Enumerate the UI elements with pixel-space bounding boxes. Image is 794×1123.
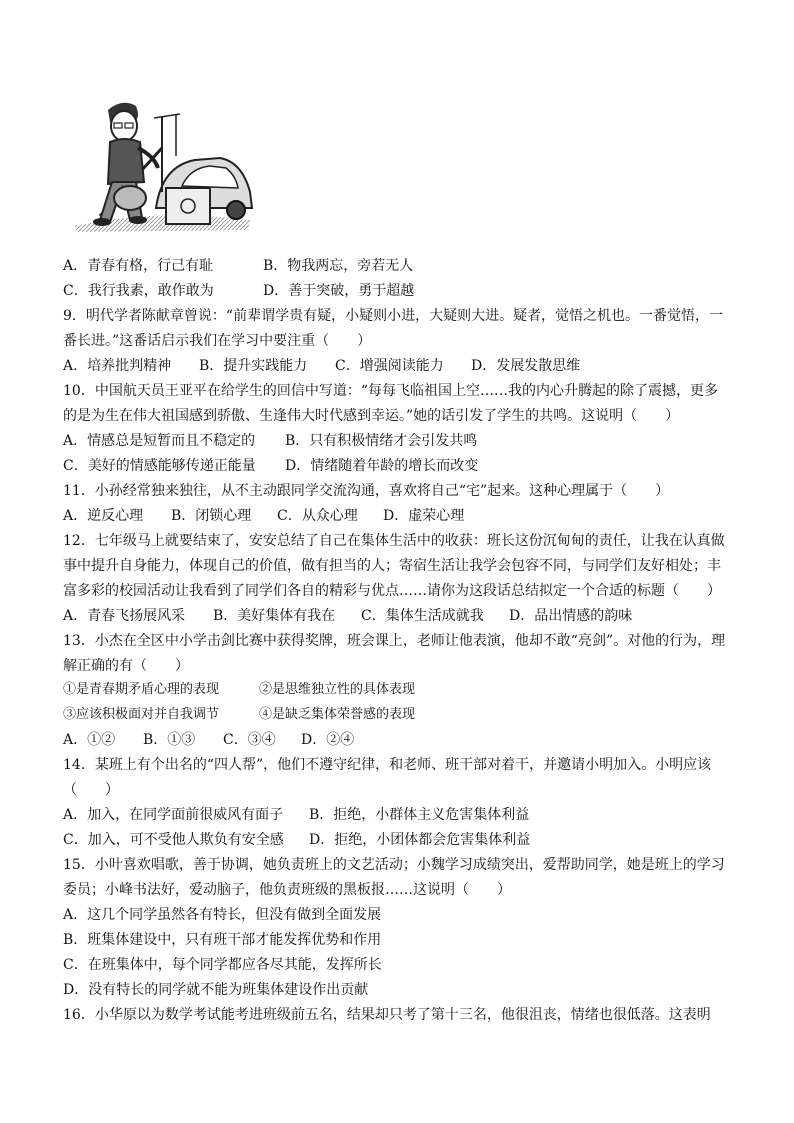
q13-option-d: D．②④	[301, 732, 355, 748]
q10-stem-line1: 10．中国航天员王亚平在给学生的回信中写道：“每每飞临祖国上空……我的内心升腾起的除了震撼，更多	[63, 383, 718, 399]
q15-option-c: C．在班集体中，每个同学都应各尽其能，发挥所长	[63, 957, 382, 973]
q13-statement-2: ②是思维独立性的具体表现	[259, 682, 416, 697]
q13-option-b: B．①③	[143, 732, 196, 748]
q15-stem-line2: 委员；小峰书法好，爱动脑子，他负责班级的黑板报……这说明（ ）	[63, 882, 511, 898]
q12-stem-line2: 事中提升自身能力，体现自己的价值，做有担当的人；寄宿生活让我学会包容不同，与同学们友好相处；丰	[63, 558, 721, 574]
q14-option-d: D．拒绝，小团体都会危害集体利益	[309, 832, 531, 848]
q8-option-a: A．青春有格，行己有耻	[63, 258, 214, 274]
q13-statement-4: ④是缺乏集体荣誉感的表现	[259, 707, 416, 722]
q10-option-d: D．情绪随着年龄的增长而改变	[285, 458, 479, 474]
q13-option-a: A．①②	[63, 732, 116, 748]
q13-stem-line2: 解正确的有（ ）	[63, 658, 189, 674]
q11-option-a: A．逆反心理	[63, 508, 144, 524]
q12-option-b: B．美好集体有我在	[213, 608, 336, 624]
q14-stem-line1: 14．某班上有个出名的“四人帮”，他们不遵守纪律，和老师、班干部对着干，并邀请小明加入。小明应该	[63, 757, 712, 773]
q15-stem-line1: 15．小叶喜欢唱歌，善于协调，她负责班上的文艺活动；小魏学习成绩突出，爱帮助同学，她是班上的学习	[63, 857, 725, 873]
q9-option-d: D．发展发散思维	[471, 358, 581, 374]
q16-stem-line1: 16．小华原以为数学考试能考进班级前五名，结果却只考了第十三名，他很沮丧，情绪也很低落。这表明	[63, 1007, 711, 1023]
q14-stem-line2: （ ）	[63, 782, 119, 798]
q8-option-b: B．物我两忘，旁若无人	[263, 258, 414, 274]
question-illustration	[70, 96, 256, 234]
q12-stem-line1: 12．七年级马上就要结束了，安安总结了自己在集体生活中的收获：班长这份沉甸甸的责任，让我在认真做	[63, 533, 725, 549]
q12-stem-line3: 富多彩的校园活动让我看到了同学们各自的精彩与优点……请你为这段话总结拟定一个合适的标题（ ）	[63, 583, 721, 599]
q15-option-b: B．班集体建设中，只有班干部才能发挥优势和作用	[63, 932, 382, 948]
q11-option-c: C．从众心理	[277, 508, 358, 524]
q10-option-b: B．只有积极情绪才会引发共鸣	[285, 433, 478, 449]
q14-option-c: C．加入，可不受他人欺负有安全感	[63, 832, 284, 848]
q13-option-c: C．③④	[223, 732, 276, 748]
q8-option-c: C．我行我素，敢作敢为	[63, 283, 214, 299]
q13-statement-3: ③应该积极面对并自我调节	[63, 707, 220, 722]
q9-stem-line1: 9．明代学者陈献章曾说：“前辈谓学贵有疑，小疑则小进，大疑则大进。疑者，觉悟之机也。一番觉悟，一	[63, 308, 724, 324]
q14-option-b: B．拒绝，小群体主义危害集体利益	[309, 807, 530, 823]
q10-stem-line2: 的是为生在伟大祖国感到骄傲、生逢伟大时代感到幸运。”她的话引发了学生的共鸣。这说明（ ）	[63, 408, 680, 424]
q15-option-d: D．没有特长的同学就不能为班集体建设作出贡献	[63, 982, 369, 998]
q12-option-c: C．集体生活成就我	[361, 608, 484, 624]
q9-stem-line2: 番长进。”这番话启示我们在学习中要注重（ ）	[63, 333, 372, 349]
q11-option-d: D．虚荣心理	[383, 508, 465, 524]
q9-option-b: B．提升实践能力	[199, 358, 308, 374]
q13-stem-line1: 13．小杰在全区中小学击剑比赛中获得奖牌，班会课上，老师让他表演，他却不敢“亮剑”。对他的行为，理	[63, 633, 726, 649]
q13-statement-1: ①是青春期矛盾心理的表现	[63, 682, 220, 697]
q9-option-a: A．培养批判精神	[63, 358, 172, 374]
q11-option-b: B．闭锁心理	[171, 508, 252, 524]
q10-option-a: A．情感总是短暂而且不稳定的	[63, 433, 256, 449]
q14-option-a: A．加入，在同学面前很威风有面子	[63, 807, 284, 823]
q12-option-d: D．品出情感的韵味	[509, 608, 633, 624]
q10-option-c: C．美好的情感能够传递正能量	[63, 458, 256, 474]
q9-option-c: C．增强阅读能力	[335, 358, 444, 374]
q15-option-a: A．这几个同学虽然各有特长，但没有做到全面发展	[63, 907, 382, 923]
q11-stem-line1: 11．小孙经常独来独往，从不主动跟同学交流沟通，喜欢将自己“宅”起来。这种心理属于（ ）	[63, 483, 670, 499]
q12-option-a: A．青春飞扬展风采	[63, 608, 186, 624]
q8-option-d: D．善于突破，勇于超越	[263, 283, 415, 299]
